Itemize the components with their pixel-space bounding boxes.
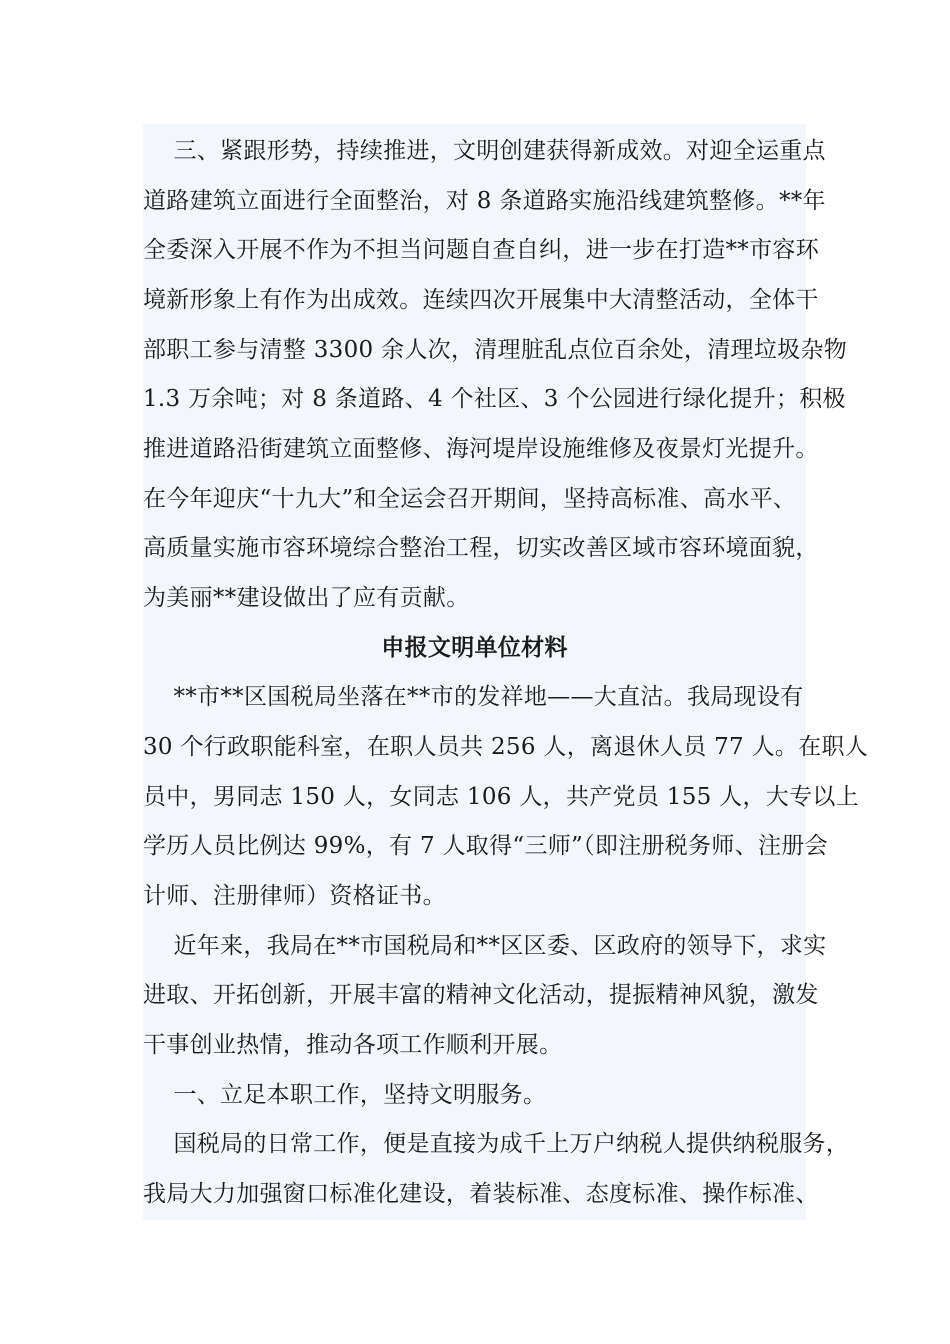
paragraph-line: 1.3 万余吨；对 8 条道路、4 个社区、3 个公园进行绿化提升；积极	[143, 386, 846, 412]
paragraph-line: 计师、注册律师）资格证书。	[143, 883, 446, 909]
paragraph-line: 进取、开拓创新，开展丰富的精神文化活动，提振精神风貌，激发	[143, 982, 819, 1008]
paragraph-line: 干事创业热情，推动各项工作顺利开展。	[143, 1032, 563, 1058]
paragraph-line: 推进道路沿街建筑立面整修、海河堤岸设施维修及夜景灯光提升。	[143, 436, 819, 462]
paragraph-line: 学历人员比例达 99%，有 7 人取得“三师”（即注册税务师、注册会	[143, 833, 828, 859]
paragraph-line: 员中，男同志 150 人，女同志 106 人，共产党员 155 人，大专以上	[143, 784, 859, 810]
paragraph-line: 境新形象上有作为出成效。连续四次开展集中大清整活动，全体干	[143, 287, 819, 313]
paragraph-line: 一、立足本职工作，坚持文明服务。	[143, 1082, 547, 1108]
paragraph-line: 道路建筑立面进行全面整治，对 8 条道路实施沿线建筑整修。**年	[143, 188, 826, 214]
paragraph-line: 高质量实施市容环境综合整治工程，切实改善区域市容环境面貌，	[143, 535, 819, 561]
paragraph-line: 部职工参与清整 3300 余人次，清理脏乱点位百余处，清理垃圾杂物	[143, 337, 848, 363]
paragraph-line: 在今年迎庆“十九大”和全运会召开期间，坚持高标准、高水平、	[143, 486, 797, 512]
paragraph-line: 近年来，我局在**市国税局和**区区委、区政府的领导下，求实	[143, 933, 827, 959]
paragraph-line: 为美丽**建设做出了应有贡献。	[143, 585, 470, 611]
paragraph-line: 全委深入开展不作为不担当问题自查自纠，进一步在打造**市容环	[143, 237, 819, 263]
paragraph-line: 国税局的日常工作，便是直接为成千上万户纳税人提供纳税服务，	[143, 1131, 850, 1157]
paragraph-line: 三、紧跟形势，持续推进，文明创建获得新成效。对迎全运重点	[143, 138, 826, 164]
paragraph-line: 我局大力加强窗口标准化建设，着装标准、态度标准、操作标准、	[143, 1181, 819, 1207]
section-title: 申报文明单位材料	[381, 634, 568, 661]
paragraph-line: 30 个行政职能科室，在职人员共 256 人，离退休人员 77 人。在职人	[143, 734, 869, 760]
paragraph-line: **市**区国税局坐落在**市的发祥地——大直沽。我局现设有	[143, 684, 804, 710]
